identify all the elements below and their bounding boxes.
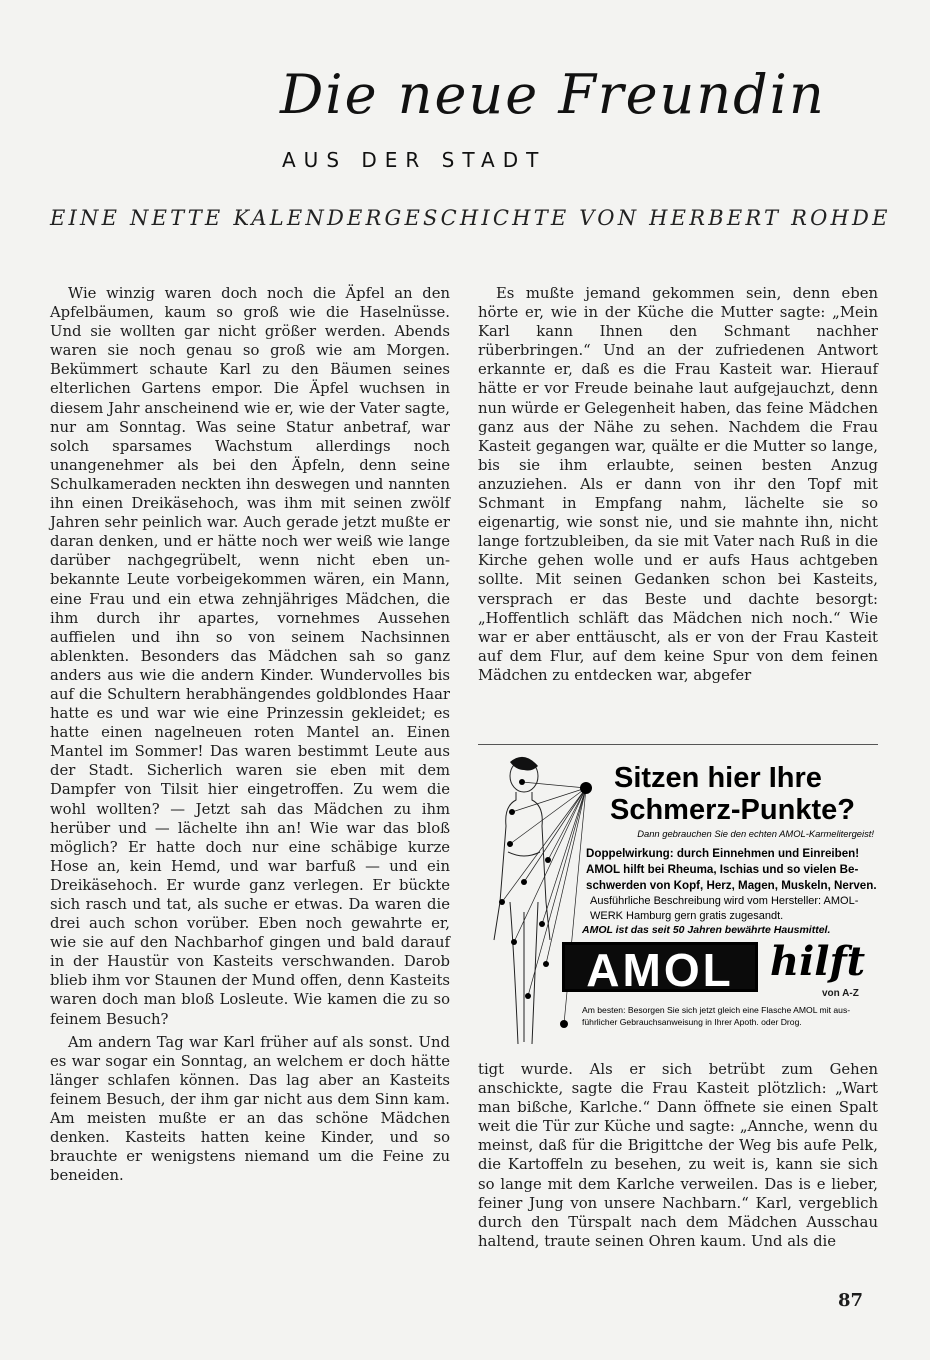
ad-headline-line1: Sitzen hier Ihre [614,762,822,794]
ad-benefits: Doppelwirkung: durch Einnehmen und Einreiben! AMOL hilft bei Rheuma, Ischias und so vielen Beschwerden von Kopf, Herz, Magen, Muskeln, Nerven. [586,847,877,892]
story-byline: EINE NETTE KALENDERGESCHICHTE VON HERBERT ROHDE [50,206,891,230]
ad-claim: AMOL ist das seit 50 Jahren bewährte Hausmittel. [582,924,831,936]
divider [478,744,878,745]
story-subtitle: AUS DER STADT [282,148,547,172]
paragraph: Es mußte jemand gekommen sein, denn eben hörte er, wie in der Küche die Mutter sagte: „Mein Karl kann Ihnen den Schmant nachher rüberbringen.“ Und an der zufriedenen Antwort erkannte er, daß es die Frau Kasteit war. Hierauf hätte er vor Freude beinahe laut aufgejauchzt, denn nun würde er Gelegenheit haben, das feine Mädchen ganz aus der Nähe zu sehen. Nachdem die Frau Kasteit gegangen war, quälte er die Mutter so lange, bis sie ihm erlaubte, seinen besten Anzug anzuziehen. Als er dann von ihr den Topf mit Schmant in Empfang nahm, lächelte sie so eigenartig, wie sonst nie, und sie mahnte ihn, nicht lange fortzubleiben, da sie mit Vater nach Ruß in die Kirche gehen wolle und er aufs Haus achtgeben sollte. Mit seinen Gedanken schon bei Kasteits, versprach er das Beste und dachte besorgt: „Hoffentlich schläft das Mädchen nich noch.“ Wie war er aber enttäuscht, als er von der Frau Kasteit auf dem Flur, auf dem keine Spur von dem feinen Mädchen zu entdecken war, abgefer [478,285,878,684]
amol-logo: AMOL [562,942,758,992]
paragraph: Wie winzig waren doch noch die Äpfel an den Apfelbäumen, kaum so groß wie die Haselnüsse. Und sie wollten gar nicht größer werden. Abends waren sie noch genau so groß wie am Morgen. Bekümmert schaute Karl zu den Bäumen seines elterlichen Gartens empor. Die Äpfel wuchsen in diesem Jahr anscheinend wie er, wie der Vater sagte, nur am Sonntag. Was seine Statur anbetraf, war solch sparsames Wachstum allerdings noch unangenehmer als bei den Äpfeln, denn seine Schulkameraden neckten ihn deswegen und nannten ihn einen Dreikäsehoch, was ihm mit seinen zwölf Jahren sehr peinlich war. Auch gerade jetzt mußte er daran denken, und er hätte noch wer weiß wie lange darüber nachgegrübelt, wenn nicht eben unbekannte Leute vorbeigekommen wären, ein Mann, eine Frau und ein etwa zehnjähriges Mädchen, die ihm durch ihr apartes, vornehmes Aussehen auffielen und ihn so von seinem Nachsinnen ablenkten. Besonders das Mädchen sah so ganz anders aus wie die andern Kinder. Wundervolles bis auf die Schultern herabhängendes goldblondes Haar hatte es und war wie eine Prinzessin gekleidet; es hatte einen nagelneuen roten Mantel an. Einen Mantel im Sommer! Das waren bestimmt Leute aus der Stadt. Sicherlich waren sie eben mit dem Dampfer von Tilsit hier eingetroffen. Zu wem die wohl wollten? — Jetzt sah das Mädchen zu ihm herüber und — lächelte ihn an! Wie war das bloß möglich? Er hatte doch nur eine schäbige kurze Hose an, kein Hemd, und war barfuß — und ein Dreikäsehoch. Er wurde ganz verlegen. Er bückte sich rasch und tat, als suche er etwas. Da waren die drei auch schon vorüber. Eben noch gewahrte er, wie sie auf den Nachbarhof gingen und bald darauf in der Haustür von Kasteits verschwanden. Darob blieb ihm vor Staunen der Mund offen, denn Kasteits waren doch man bloß Losleute. Wie kamen die zu so feinem Besuch? [50,285,450,1028]
paragraph: Am andern Tag war Karl früher auf als sonst. Und es war sogar ein Sonntag, an welchem er doch hätte länger schlafen können. Das lag aber an Kasteits feinem Besuch, der ihm gar nicht aus dem Sinn kam. Am meisten mußte er an das schöne Mädchen denken. Kasteits hatten keine Kinder, und so brauchte er wenigstens niemand um die Feine zu beneiden. [50,1033,450,1185]
page-number: 87 [838,1290,864,1311]
ad-headline-line2: Schmerz-Punkte? [610,794,855,826]
ad-tagline: Dann gebrauchen Sie den echten AMOL-Karmelitergeist! [637,828,874,839]
right-column-top [478,284,878,742]
right-column-bottom [478,1060,878,1280]
ad-von-a-z: von A-Z [822,988,859,999]
ad-manufacturer: Ausführliche Beschreibung wird vom Hersteller: AMOL-WERK Hamburg gern gratis zugesandt. [590,895,859,922]
amol-advertisement [486,752,878,1048]
ad-slogan: hilft [770,938,866,985]
story-title: Die neue Freundin [280,63,826,126]
paragraph: tigt wurde. Als er sich betrübt zum Gehen anschickte, sagte die Frau Kasteit plötzlich: „Wart man bißche, Karlche.“ Dann öffnete sie einen Spalt weit die Tür zur Küche und sagte: „Annche, wenn du meinst, daß für die Brigittche der Weg bis aufe Pelk, die Kartoffeln zu besehen, zu weit is, kann sie sich so lange mit dem Karlche verweilen. Das is e lieber, feiner Jung von unsere Nachbarn.“ Karl, vergeblich durch den Türspalt nach dem Mädchen Ausschau haltend, traute seinen Ohren kaum. Und als die [478,1061,878,1250]
left-column [50,284,450,1284]
ad-footer: Am besten: Besorgen Sie sich jetzt gleich eine Flasche AMOL mit ausführlicher Gebrauchsanweisung in Ihrer Apoth. oder Drog. [582,1005,851,1027]
